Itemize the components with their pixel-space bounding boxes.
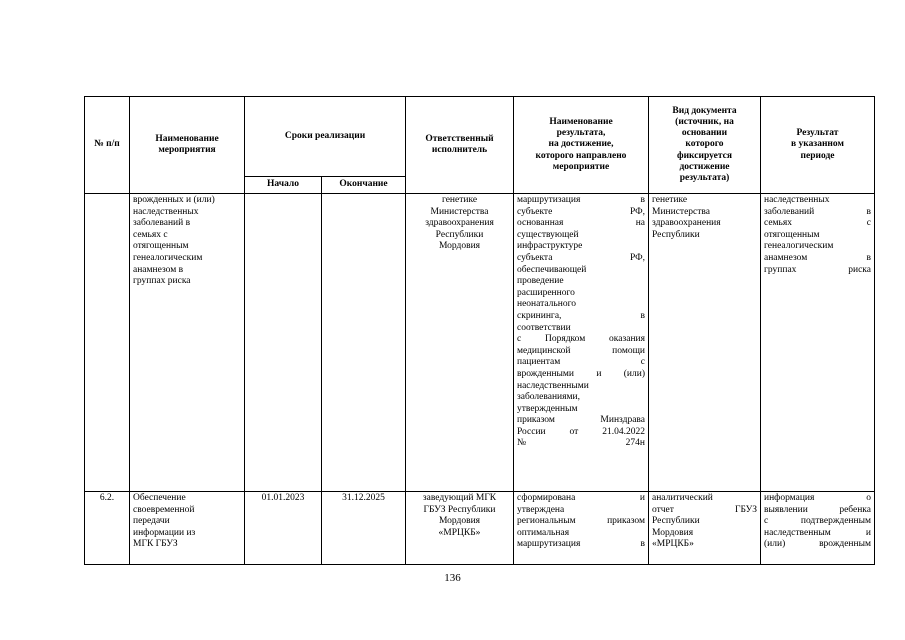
text-line: периоде [800,150,835,161]
cell-responsible [406,492,514,565]
text-line: субъекте РФ, [517,206,645,217]
header-start: Начало [245,177,322,194]
text-line: оптимальная [517,527,570,538]
text-line: передачи [133,516,170,527]
text-line: Министерства [652,206,710,217]
text-line: анамнезом в [764,252,871,263]
text-line: ГБУЗ Республики [423,504,496,515]
text-line: Мордовия [438,516,481,527]
header-terms: Сроки реализации [245,97,406,177]
header-result-name [514,97,649,194]
cell-num [85,194,130,492]
text-line: Министерства [430,206,489,217]
text-line: группах риска [133,276,191,287]
text-line: Обеспечение [133,493,186,503]
text-line: Мордовия [652,527,694,538]
text-line: расширенного [517,287,575,298]
text-line: Республики [652,516,700,527]
text-line: сформирована и [517,493,645,503]
text-line: соответствии [517,322,571,333]
text-line: семьях с [764,218,871,229]
text-line: наследственных [133,206,199,217]
page-number: 136 [444,572,461,584]
text-line: с Порядком оказания [517,334,645,345]
text-line: маршрутизация в [517,195,645,205]
text-line: мероприятие [552,161,610,172]
text-line: обеспечивающей [517,264,587,275]
text-line: неонатального [517,299,576,310]
cell-start [245,194,322,492]
text-line: субъекта РФ, [517,252,645,263]
text-line: Республики [435,229,484,240]
text-line: результата) [679,173,730,183]
text-line: скрининга, в [517,310,645,321]
text-line: аналитический [652,493,713,503]
text-line: на достижение, [548,139,614,150]
text-line: фиксируется [677,150,732,161]
text-line: наследственными [517,380,589,391]
text-line: Ответственный [425,133,494,144]
header-end: Окончание [322,177,406,194]
text-line: информация о [764,493,871,503]
text-line: заболеваниями, [517,392,580,403]
text-line: мероприятия [158,145,216,155]
text-line: существующей [517,229,579,240]
cell-result [514,194,649,492]
text-line: МГК ГБУЗ [133,539,178,550]
text-line: с подтвержденным [764,516,871,527]
text-line: наследственным и [764,527,871,538]
header-responsible [406,97,514,194]
text-line: здравоохранения [425,218,494,229]
text-line: Мордовия [438,241,481,252]
text-line: отягощенным [133,241,189,252]
text-line: выявлении ребенка [764,504,871,515]
text-line: приказом Минздрава [517,415,645,426]
text-line: которого направлено [535,150,627,161]
text-line: основанная на [517,218,645,229]
header-doc-type [649,97,761,194]
text-line: анамнезом в [133,264,184,275]
cell-result-period [761,492,875,565]
cell-doc-type [649,194,761,492]
cell-end [322,194,406,492]
text-line: пациентам с [517,357,645,368]
text-line: генетике [652,195,688,205]
text-line: здравоохранения [652,218,721,229]
text-line: заболеваний в [764,206,871,217]
text-line: России от 21.04.2022 [517,426,645,437]
cell-doc-type [649,492,761,565]
header-event-name [130,97,245,194]
text-line: «МРЦКБ» [438,527,481,538]
document-table [84,96,875,565]
text-line: основании [681,128,728,139]
text-line: медицинской помощи [517,345,645,356]
text-line: результата, [556,128,606,139]
text-line: Наименование [155,133,219,144]
text-line: региональным приказом [517,516,645,527]
table-header-row [85,97,875,177]
text-line: исполнитель [431,145,488,155]
text-line: инфраструктуре [517,241,583,252]
text-line: Результат [796,128,839,139]
text-line: группах риска [764,264,871,275]
table-row [85,492,875,565]
text-line: заболеваний в [133,218,191,229]
text-line: отягощенным [764,229,820,240]
text-line: Республики [652,229,700,240]
cell-responsible [406,194,514,492]
text-line: проведение [517,276,564,287]
cell-result [514,492,649,565]
text-line: которого [685,139,724,150]
text-line: заведующий МГК [422,493,497,503]
table-row [85,194,875,492]
text-line: генетике [441,195,478,205]
cell-num: 6.2. [85,492,130,565]
text-line: № 274н [517,438,645,449]
text-line: (источник, на [675,116,734,127]
text-line: достижение [679,161,730,172]
text-line: (или) врожденным [764,539,871,550]
header-num: № п/п [85,97,130,194]
text-line: своевременной [133,504,195,515]
text-line: врожденных и (или) [133,195,215,205]
text-line: в указанном [791,139,844,150]
cell-start: 01.01.2023 [245,492,322,565]
text-line: генеалогическим [764,241,834,252]
text-line: утвержденным [517,403,578,414]
text-line: генеалогическим [133,252,203,263]
text-line: «МРЦКБ» [652,539,694,550]
text-line: Вид документа [672,105,737,116]
text-line: врожденными и (или) [517,368,645,379]
cell-end: 31.12.2025 [322,492,406,565]
cell-event-name [130,492,245,565]
text-line: отчет ГБУЗ [652,504,757,515]
text-line: наследственных [764,195,830,205]
text-line: маршрутизация в [517,539,645,550]
cell-result-period [761,194,875,492]
header-result-period [761,97,875,194]
text-line: утверждена [517,504,565,515]
text-line: Наименование [549,116,613,127]
cell-event-name [130,194,245,492]
text-line: семьях с [133,229,168,240]
text-line: информации из [133,527,196,538]
